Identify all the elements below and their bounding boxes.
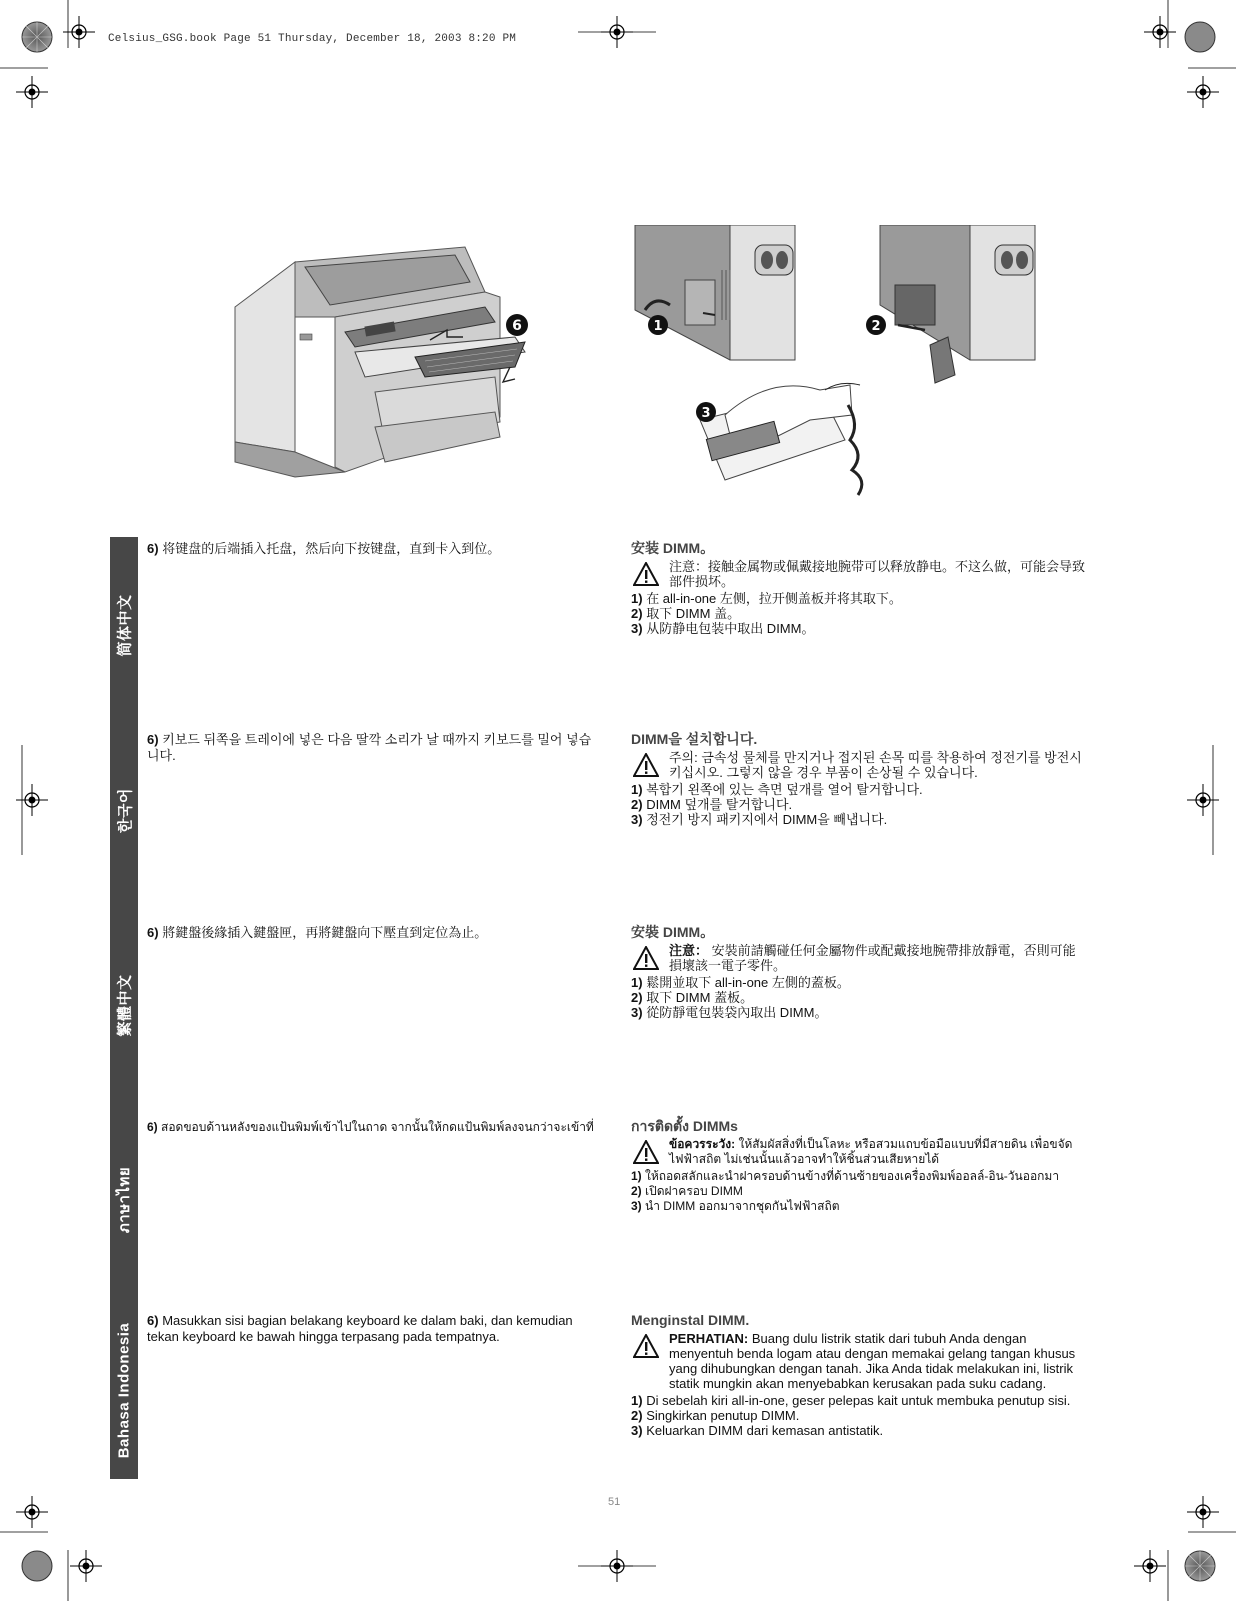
lang-label: Bahasa Indonesia (115, 1322, 133, 1458)
step-text: 將鍵盤後緣插入鍵盤匣，再將鍵盤向下壓直到定位為止。 (162, 925, 488, 940)
step-number: 6) (147, 1313, 159, 1328)
step-item (631, 812, 1086, 827)
lang-tab-simplified-chinese (110, 540, 138, 710)
printer-keyboard-illustration (225, 237, 555, 487)
lang-tab-indonesian (110, 1300, 138, 1480)
keyboard-step-6 (147, 1119, 597, 1135)
step-text: 정전기 방지 패키지에서 DIMM을 빼냅니다. (646, 812, 888, 827)
section-title: DIMM을 설치합니다. (631, 731, 758, 747)
step-text: Masukkan sisi bagian belakang keyboard ke dalam baki, dan kemudian tekan keyboard ke bawah hingga terpasang pada tempatnya. (147, 1313, 573, 1344)
caution-text: Buang dulu listrik statik dari tubuh Anda dengan menyentuh benda logam atau dengan memakai gelang tangan khusus yang dihubungkan dengan tanah. Jika Anda tidak melakukan ini, listrik statik mungkin akan menyebabkan kerusakan pada suku cadang. (669, 1331, 1076, 1391)
lang-tab-korean (110, 725, 138, 895)
step-number: 1) (631, 1169, 642, 1183)
callout-1: 1 (653, 319, 663, 334)
step-text: Singkirkan penutup DIMM. (646, 1408, 800, 1423)
step-text: 키보드 뒤쪽을 트레이에 넣은 다음 딸깍 소리가 날 때까지 키보드를 밀어 넣습니다. (147, 732, 592, 763)
warning-icon (633, 946, 659, 970)
step-item (631, 782, 1086, 797)
callout-2: 2 (871, 319, 881, 334)
step-number: 6) (147, 732, 159, 747)
dimm-steps (631, 1393, 1086, 1438)
lang-label: 简体中文 (116, 593, 134, 657)
dimm-removal-illustration (630, 225, 1040, 500)
step-number: 2) (631, 1408, 643, 1423)
step-item (631, 621, 1086, 636)
caution-label: PERHATIAN: (669, 1331, 749, 1346)
dimm-steps (631, 1169, 1086, 1214)
caution-note (631, 943, 1086, 973)
step-number: 3) (631, 1199, 642, 1213)
callout-6: 6 (512, 318, 522, 334)
step-text: Keluarkan DIMM dari kemasan antistatik. (646, 1423, 884, 1438)
step-number: 6) (147, 541, 159, 556)
step-item (631, 1169, 1086, 1184)
step-item (631, 990, 1086, 1005)
step-text: 取下 DIMM 蓋板。 (646, 990, 754, 1005)
lang-label: 한국어 (116, 787, 134, 833)
lang-tab-traditional-chinese (110, 920, 138, 1090)
dimm-steps (631, 975, 1086, 1020)
step-item (631, 1423, 1086, 1438)
dimm-steps (631, 591, 1086, 636)
lang-label: 繁體中文 (116, 973, 134, 1037)
caution-label: ข้อควรระวัง: (669, 1137, 736, 1151)
step-item (631, 1005, 1086, 1020)
step-number: 1) (631, 591, 643, 606)
step-number: 6) (147, 925, 159, 940)
step-item (631, 606, 1086, 621)
step-item (631, 1393, 1086, 1408)
warning-icon (633, 753, 659, 777)
step-text: นำ DIMM ออกมาจากชุดกันไฟฟ้าสถิต (645, 1199, 840, 1213)
section-title: การติดตั้ง DIMMs (631, 1118, 738, 1134)
step-text: 取下 DIMM 盖。 (646, 606, 741, 621)
step-number: 2) (631, 797, 643, 812)
step-number: 3) (631, 621, 643, 636)
step-text: 鬆開並取下 all-in-one 左側的蓋板。 (646, 975, 850, 990)
caution-label: 注意： (669, 943, 709, 958)
step-text: สอดขอบด้านหลังของแป้นพิมพ์เข้าไปในถาด จากนั้นให้กดแป้นพิมพ์ลงจนกว่าจะเข้าที่ (161, 1120, 594, 1134)
dimm-install-section (631, 732, 1086, 827)
caution-text: 注意：接触金属物或佩戴接地腕带可以释放静电。不这么做，可能会导致部件损坏。 (669, 559, 1086, 589)
step-text: 将键盘的后端插入托盘，然后向下按键盘，直到卡入到位。 (162, 541, 501, 556)
warning-icon (633, 1140, 659, 1164)
step-number: 1) (631, 1393, 643, 1408)
step-item (631, 591, 1086, 606)
step-text: DIMM 덮개를 탈거합니다. (646, 797, 793, 812)
warning-icon (633, 1334, 659, 1358)
section-title: 安裝 DIMM。 (631, 924, 715, 940)
step-text: 복합기 왼쪽에 있는 측면 덮개를 열어 탈거합니다. (646, 782, 923, 797)
step-item (631, 797, 1086, 812)
step-number: 3) (631, 812, 643, 827)
step-item (631, 975, 1086, 990)
keyboard-step-6 (147, 732, 597, 764)
dimm-install-section (631, 1119, 1086, 1214)
section-title: 安装 DIMM。 (631, 540, 715, 556)
step-text: 在 all-in-one 左侧，拉开侧盖板并将其取下。 (646, 591, 902, 606)
step-item (631, 1199, 1086, 1214)
step-text: เปิดฝาครอบ DIMM (645, 1184, 743, 1198)
caution-note (631, 559, 1086, 589)
step-text: Di sebelah kiri all-in-one, geser pelepas kait untuk membuka penutup sisi. (646, 1393, 1071, 1408)
keyboard-step-6 (147, 925, 597, 941)
lang-label: ภาษาไทย (116, 1166, 133, 1234)
step-number: 2) (631, 606, 643, 621)
star-target-top-left (22, 22, 52, 52)
page-number: 51 (608, 1496, 621, 1508)
warning-icon (633, 562, 659, 586)
caution-note (631, 1137, 1086, 1167)
step-text: 从防静电包装中取出 DIMM。 (646, 621, 815, 636)
caution-text: 安裝前請觸碰任何金屬物件或配戴接地腕帶排放靜電，否則可能損壞該一電子零件。 (669, 943, 1076, 973)
caution-text: 주의: 금속성 물체를 만지거나 접지된 손목 띠를 착용하여 정전기를 방전시키십시오. 그렇지 않을 경우 부품이 손상될 수 있습니다. (669, 750, 1082, 780)
caution-note (631, 750, 1086, 780)
step-item (631, 1408, 1086, 1423)
keyboard-step-6 (147, 1313, 597, 1345)
lang-tab-thai (110, 1115, 138, 1285)
step-number: 3) (631, 1423, 643, 1438)
dimm-install-section (631, 541, 1086, 636)
step-number: 2) (631, 1184, 642, 1198)
caution-text: ให้สัมผัสสิ่งที่เป็นโลหะ หรือสวมแถบข้อมือแบบที่มีสายดิน เพื่อขจัดไฟฟ้าสถิต ไม่เช่นนั้นแล้วอาจทำให้ชิ้นส่วนเสียหายได้ (669, 1137, 1073, 1166)
callout-3: 3 (701, 406, 711, 421)
step-number: 6) (147, 1120, 158, 1134)
dimm-install-section (631, 1313, 1086, 1438)
keyboard-step-6 (147, 541, 597, 557)
step-number: 1) (631, 782, 643, 797)
step-text: 從防靜電包裝袋內取出 DIMM。 (646, 1005, 828, 1020)
step-text: ให้ถอดสลักและนำฝาครอบด้านข้างที่ด้านซ้ายของเครื่องพิมพ์ออลล์-อิน-วันออกมา (645, 1169, 1060, 1183)
section-title: Menginstal DIMM. (631, 1312, 750, 1328)
step-number: 3) (631, 1005, 643, 1020)
dimm-steps (631, 782, 1086, 827)
caution-note (631, 1331, 1086, 1391)
step-number: 2) (631, 990, 643, 1005)
step-number: 1) (631, 975, 643, 990)
step-item (631, 1184, 1086, 1199)
print-file-info: Celsius_GSG.book Page 51 Thursday, December 18, 2003 8:20 PM (108, 33, 517, 45)
dimm-install-section (631, 925, 1086, 1020)
